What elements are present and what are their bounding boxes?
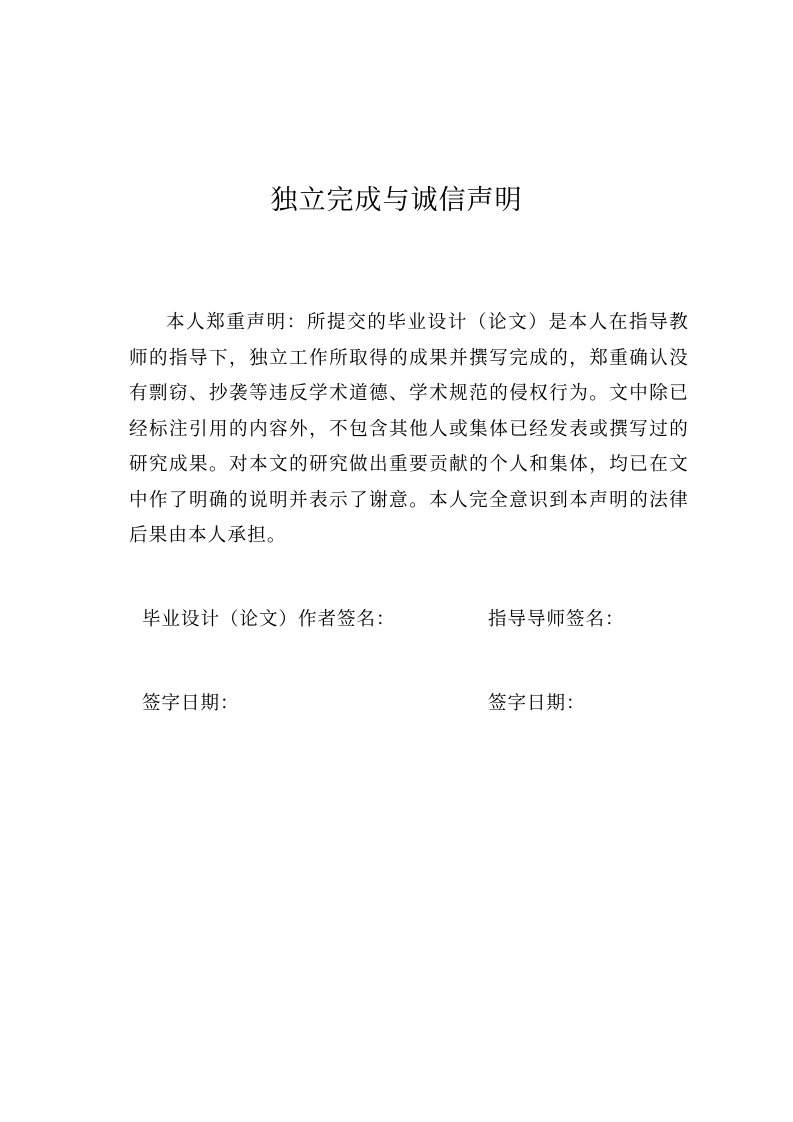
author-date-label: 签字日期：	[142, 693, 240, 714]
page-title: 独立完成与诚信声明	[270, 185, 523, 216]
advisor-signature-label: 指导导师签名：	[488, 609, 625, 630]
advisor-date-label: 签字日期：	[488, 693, 586, 714]
author-signature-label: 毕业设计（论文）作者签名：	[142, 609, 396, 630]
declaration-paragraph: 本人郑重声明：所提交的毕业设计（论文）是本人在指导教师的指导下，独立工作所取得的成果并撰写完成的，郑重确认没有剽窃、抄袭等违反学术道德、学术规范的侵权行为。文中除已经标注引用的内容外，不包含其他人或集体已经发表或撰写过的研究成果。对本文的研究做出重要贡献的个人和集体，均已在文中作了明确的说明并表示了谢意。本人完全意识到本声明的法律后果由本人承担。	[129, 312, 689, 546]
